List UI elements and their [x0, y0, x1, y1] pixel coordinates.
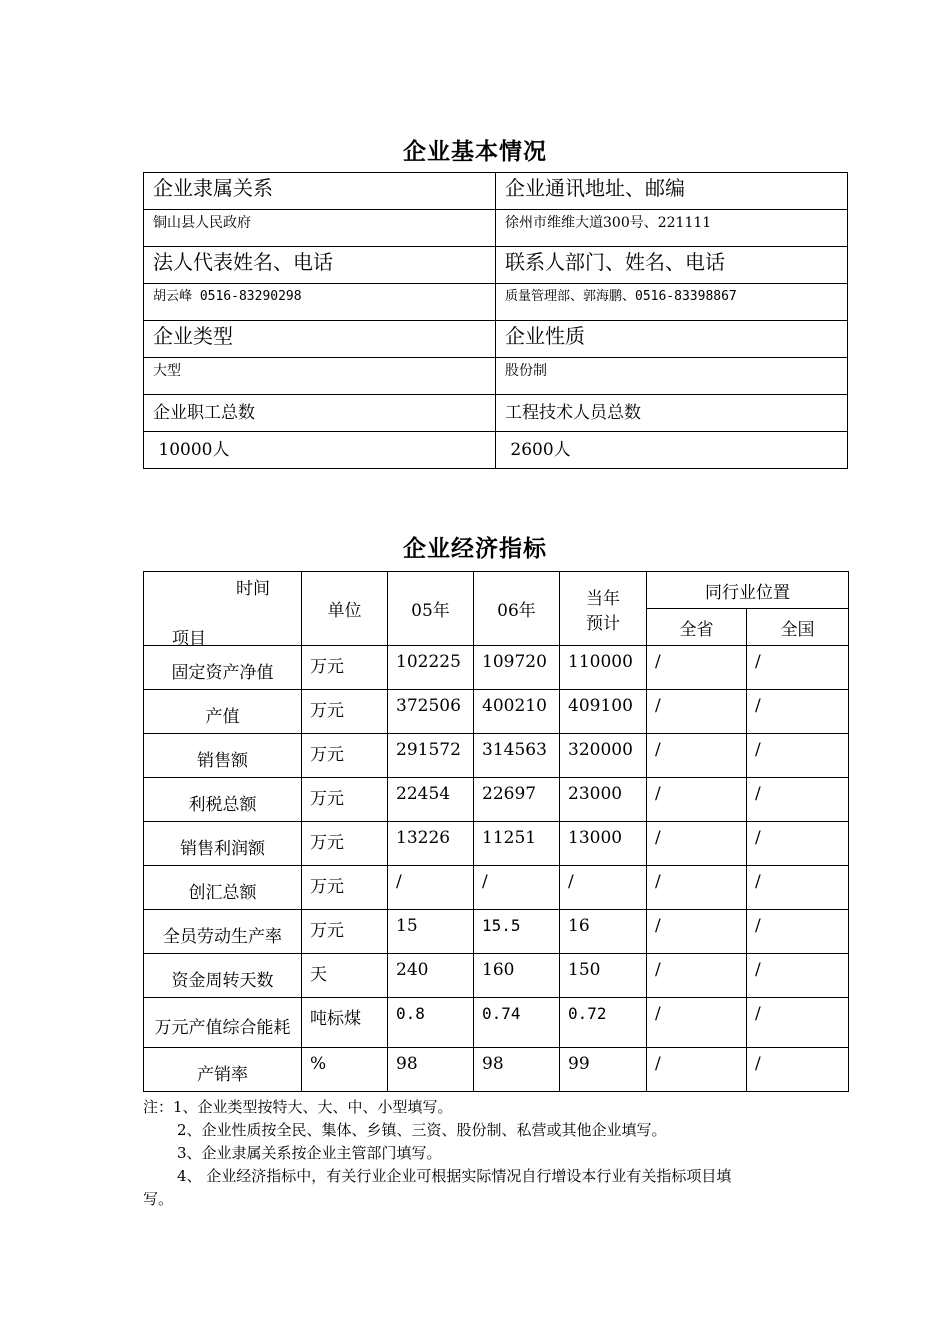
value-national: /	[747, 734, 849, 778]
table-row	[144, 822, 849, 866]
value-06: 15.5	[474, 910, 560, 954]
unit-header: 单位	[302, 572, 388, 646]
current-year-line1: 当年	[586, 588, 620, 609]
value-06: 109720	[474, 646, 560, 690]
time-header: 时间	[236, 579, 270, 599]
note-1: 注：1、企业类型按特大、大、中、小型填写。	[143, 1098, 453, 1116]
contact-value: 质量管理部、郭海鹏、0516-83398867	[496, 284, 848, 321]
contact-label: 联系人部门、姓名、电话	[496, 247, 848, 284]
value-current: 16	[560, 910, 647, 954]
value-current: 409100	[560, 690, 647, 734]
value-05: 0.8	[388, 998, 474, 1048]
address-value: 徐州市维维大道300号、221111	[496, 210, 848, 247]
employee-count-value: 10000人	[144, 432, 496, 469]
value-current: 0.72	[560, 998, 647, 1048]
value-national: /	[747, 690, 849, 734]
table-row	[144, 954, 849, 998]
table-row	[144, 690, 849, 734]
table-row	[144, 998, 849, 1048]
table-row	[144, 173, 848, 210]
affiliation-label: 企业隶属关系	[144, 173, 496, 210]
value-05: 291572	[388, 734, 474, 778]
value-current: 13000	[560, 822, 647, 866]
table-row	[144, 778, 849, 822]
value-national: /	[747, 998, 849, 1048]
value-05: 98	[388, 1048, 474, 1092]
indicator-name: 万元产值综合能耗	[144, 998, 302, 1048]
address-label: 企业通讯地址、邮编	[496, 173, 848, 210]
enterprise-nature-value: 股份制	[496, 358, 848, 395]
table-row	[144, 358, 848, 395]
unit-cell: 万元	[302, 690, 388, 734]
basic-info-title: 企业基本情况	[403, 139, 547, 165]
table-row	[144, 284, 848, 321]
value-06: 22697	[474, 778, 560, 822]
affiliation-value: 铜山县人民政府	[144, 210, 496, 247]
value-province: /	[647, 910, 747, 954]
note-4: 4、 企业经济指标中，有关行业企业可根据实际情况自行增设本行业有关指标项目填	[177, 1167, 732, 1185]
engineer-count-value: 2600人	[496, 432, 848, 469]
indicator-name: 创汇总额	[144, 866, 302, 910]
legal-rep-value: 胡云峰 0516-83290298	[144, 284, 496, 321]
indicator-name: 固定资产净值	[144, 646, 302, 690]
table-row	[144, 646, 849, 690]
economic-indicators-title: 企业经济指标	[403, 536, 547, 562]
unit-cell: 万元	[302, 822, 388, 866]
value-06: 0.74	[474, 998, 560, 1048]
value-05: 240	[388, 954, 474, 998]
employee-count-label: 企业职工总数	[144, 395, 496, 432]
unit-cell: 天	[302, 954, 388, 998]
value-05: /	[388, 866, 474, 910]
value-national: /	[747, 1048, 849, 1092]
value-06: 314563	[474, 734, 560, 778]
unit-cell: 万元	[302, 734, 388, 778]
value-06: 11251	[474, 822, 560, 866]
unit-cell: 万元	[302, 866, 388, 910]
value-national: /	[747, 866, 849, 910]
value-province: /	[647, 954, 747, 998]
indicator-name: 全员劳动生产率	[144, 910, 302, 954]
value-current: 99	[560, 1048, 647, 1092]
value-province: /	[647, 1048, 747, 1092]
table-row	[144, 432, 848, 469]
unit-cell: 万元	[302, 910, 388, 954]
industry-position-header: 同行业位置	[647, 572, 849, 609]
indicator-name: 产销率	[144, 1048, 302, 1092]
table-row	[144, 734, 849, 778]
engineer-count-label: 工程技术人员总数	[496, 395, 848, 432]
table-row	[144, 395, 848, 432]
value-current: 150	[560, 954, 647, 998]
enterprise-type-label: 企业类型	[144, 321, 496, 358]
basic-info-table	[143, 172, 848, 469]
unit-cell: 吨标煤	[302, 998, 388, 1048]
value-national: /	[747, 646, 849, 690]
diagonal-line	[144, 572, 302, 645]
table-row	[144, 1048, 849, 1092]
note-2: 2、企业性质按全民、集体、乡镇、三资、股份制、私营或其他企业填写。	[177, 1121, 667, 1139]
value-05: 15	[388, 910, 474, 954]
current-year-line2: 预计	[586, 613, 620, 634]
province-header: 全省	[647, 609, 747, 646]
year05-header: 05年	[388, 572, 474, 646]
value-06: 98	[474, 1048, 560, 1092]
indicator-name: 资金周转天数	[144, 954, 302, 998]
value-current: 320000	[560, 734, 647, 778]
table-row	[144, 247, 848, 284]
value-province: /	[647, 822, 747, 866]
table-row	[144, 866, 849, 910]
legal-rep-label: 法人代表姓名、电话	[144, 247, 496, 284]
note-4-cont: 写。	[143, 1190, 174, 1208]
value-06: 160	[474, 954, 560, 998]
table-row	[144, 210, 848, 247]
value-province: /	[647, 998, 747, 1048]
value-05: 13226	[388, 822, 474, 866]
value-current: 23000	[560, 778, 647, 822]
current-year-header	[560, 572, 647, 646]
economic-indicators-table	[143, 571, 849, 1092]
value-province: /	[647, 778, 747, 822]
value-province: /	[647, 734, 747, 778]
header-row	[144, 572, 849, 609]
value-06: 400210	[474, 690, 560, 734]
value-province: /	[647, 866, 747, 910]
unit-cell: %	[302, 1048, 388, 1092]
note-3: 3、企业隶属关系按企业主管部门填写。	[177, 1144, 442, 1162]
indicator-name: 销售利润额	[144, 822, 302, 866]
indicator-name: 销售额	[144, 734, 302, 778]
value-current: /	[560, 866, 647, 910]
indicator-name: 产值	[144, 690, 302, 734]
value-05: 102225	[388, 646, 474, 690]
value-national: /	[747, 954, 849, 998]
value-national: /	[747, 778, 849, 822]
value-06: /	[474, 866, 560, 910]
year06-header: 06年	[474, 572, 560, 646]
enterprise-nature-label: 企业性质	[496, 321, 848, 358]
enterprise-type-value: 大型	[144, 358, 496, 395]
national-header: 全国	[747, 609, 849, 646]
indicator-name: 利税总额	[144, 778, 302, 822]
value-current: 110000	[560, 646, 647, 690]
value-national: /	[747, 822, 849, 866]
value-province: /	[647, 690, 747, 734]
table-row	[144, 321, 848, 358]
unit-cell: 万元	[302, 646, 388, 690]
diagonal-header-cell	[144, 572, 302, 649]
item-header: 项目	[172, 629, 206, 649]
unit-cell: 万元	[302, 778, 388, 822]
value-05: 22454	[388, 778, 474, 822]
value-national: /	[747, 910, 849, 954]
value-province: /	[647, 646, 747, 690]
table-row	[144, 910, 849, 954]
notes-section	[143, 1096, 843, 1211]
value-05: 372506	[388, 690, 474, 734]
